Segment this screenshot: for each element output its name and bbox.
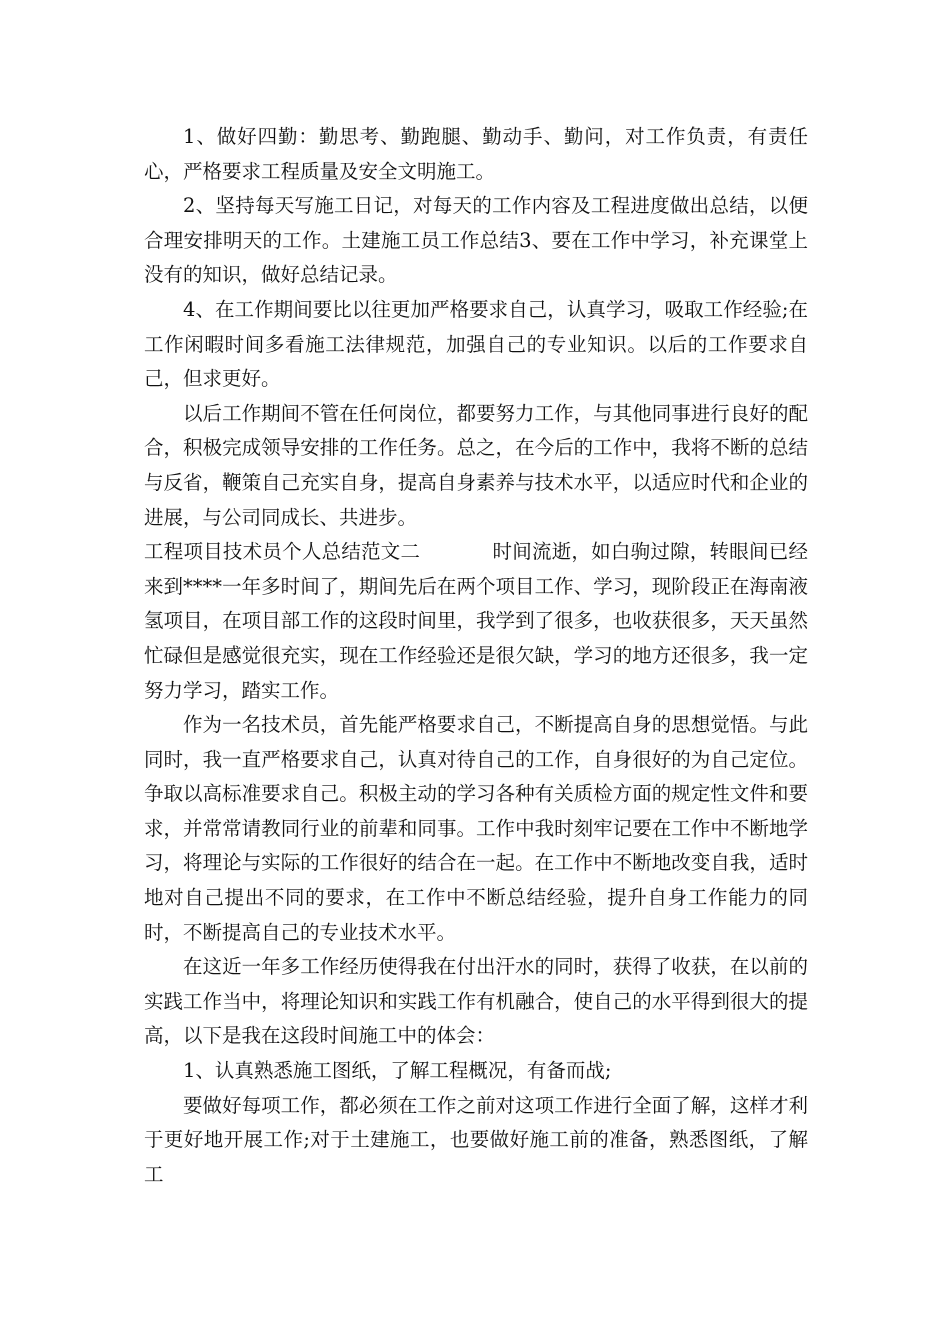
document-body	[144, 120, 808, 1192]
paragraph-3: 4、在工作期间要比以往更加严格要求自己，认真学习，吸取工作经验;在工作闲暇时间多看施工法律规范，加强自己的专业知识。以后的工作要求自己，但求更好。	[144, 297, 808, 391]
paragraph-6: 在这近一年多工作经历使得我在付出汗水的同时，获得了收获，在以前的实践工作当中，将理论知识和实践工作有机融合，使自己的水平得到很大的提高，以下是我在这段时间施工中的体会：	[144, 955, 808, 1048]
section-paragraph	[144, 535, 808, 708]
paragraph-8: 要做好每项工作，都必须在工作之前对这项工作进行全面了解，这样才利于更好地开展工作;对于土建施工，也要做好施工前的准备，熟悉图纸，了解工	[144, 1093, 808, 1186]
paragraph-1: 1、做好四勤：勤思考、勤跑腿、勤动手、勤问，对工作负责，有责任心，严格要求工程质量及安全文明施工。	[144, 125, 808, 183]
paragraph-5: 作为一名技术员，首先能严格要求自己，不断提高自身的思想觉悟。与此同时，我一直严格要求自己，认真对待自己的工作，自身很好的为自己定位。争取以高标准要求自己。积极主动的学习各种有关质检方面的规定性文件和要求，并常常请教同行业的前辈和同事。工作中我时刻牢记要在工作中不断地学习，将理论与实际的工作很好的结合在一起。在工作中不断地改变自我，适时地对自己提出不同的要求，在工作中不断总结经验，提升自身工作能力的同时，不断提高自己的专业技术水平。	[144, 713, 808, 944]
paragraph-4: 以后工作期间不管在任何岗位，都要努力工作，与其他同事进行良好的配合，积极完成领导安排的工作任务。总之，在今后的工作中，我将不断的总结与反省，鞭策自己充实自身，提高自身素养与技术水平，以适应时代和企业的进展，与公司同成长、共进步。	[144, 401, 808, 529]
paragraph-7: 1、认真熟悉施工图纸，了解工程概况，有备而战;	[183, 1059, 612, 1083]
section-first-paragraph: 时间流逝，如白驹过隙，转眼间已经来到****一年多时间了，期间先后在两个项目工作、学习，现阶段正在海南液氢项目，在项目部工作的这段时间里，我学到了很多，也收获很多，天天虽然忙碌但是感觉很充实，现在工作经验还是很欠缺，学习的地方还很多，我一定努力学习，踏实工作。	[144, 540, 808, 702]
section-title: 工程项目技术员个人总结范文二	[144, 540, 421, 564]
paragraph-2: 2、坚持每天写施工日记，对每天的工作内容及工程进度做出总结，以便合理安排明天的工作。土建施工员工作总结3、要在工作中学习，补充课堂上没有的知识，做好总结记录。	[144, 194, 808, 287]
